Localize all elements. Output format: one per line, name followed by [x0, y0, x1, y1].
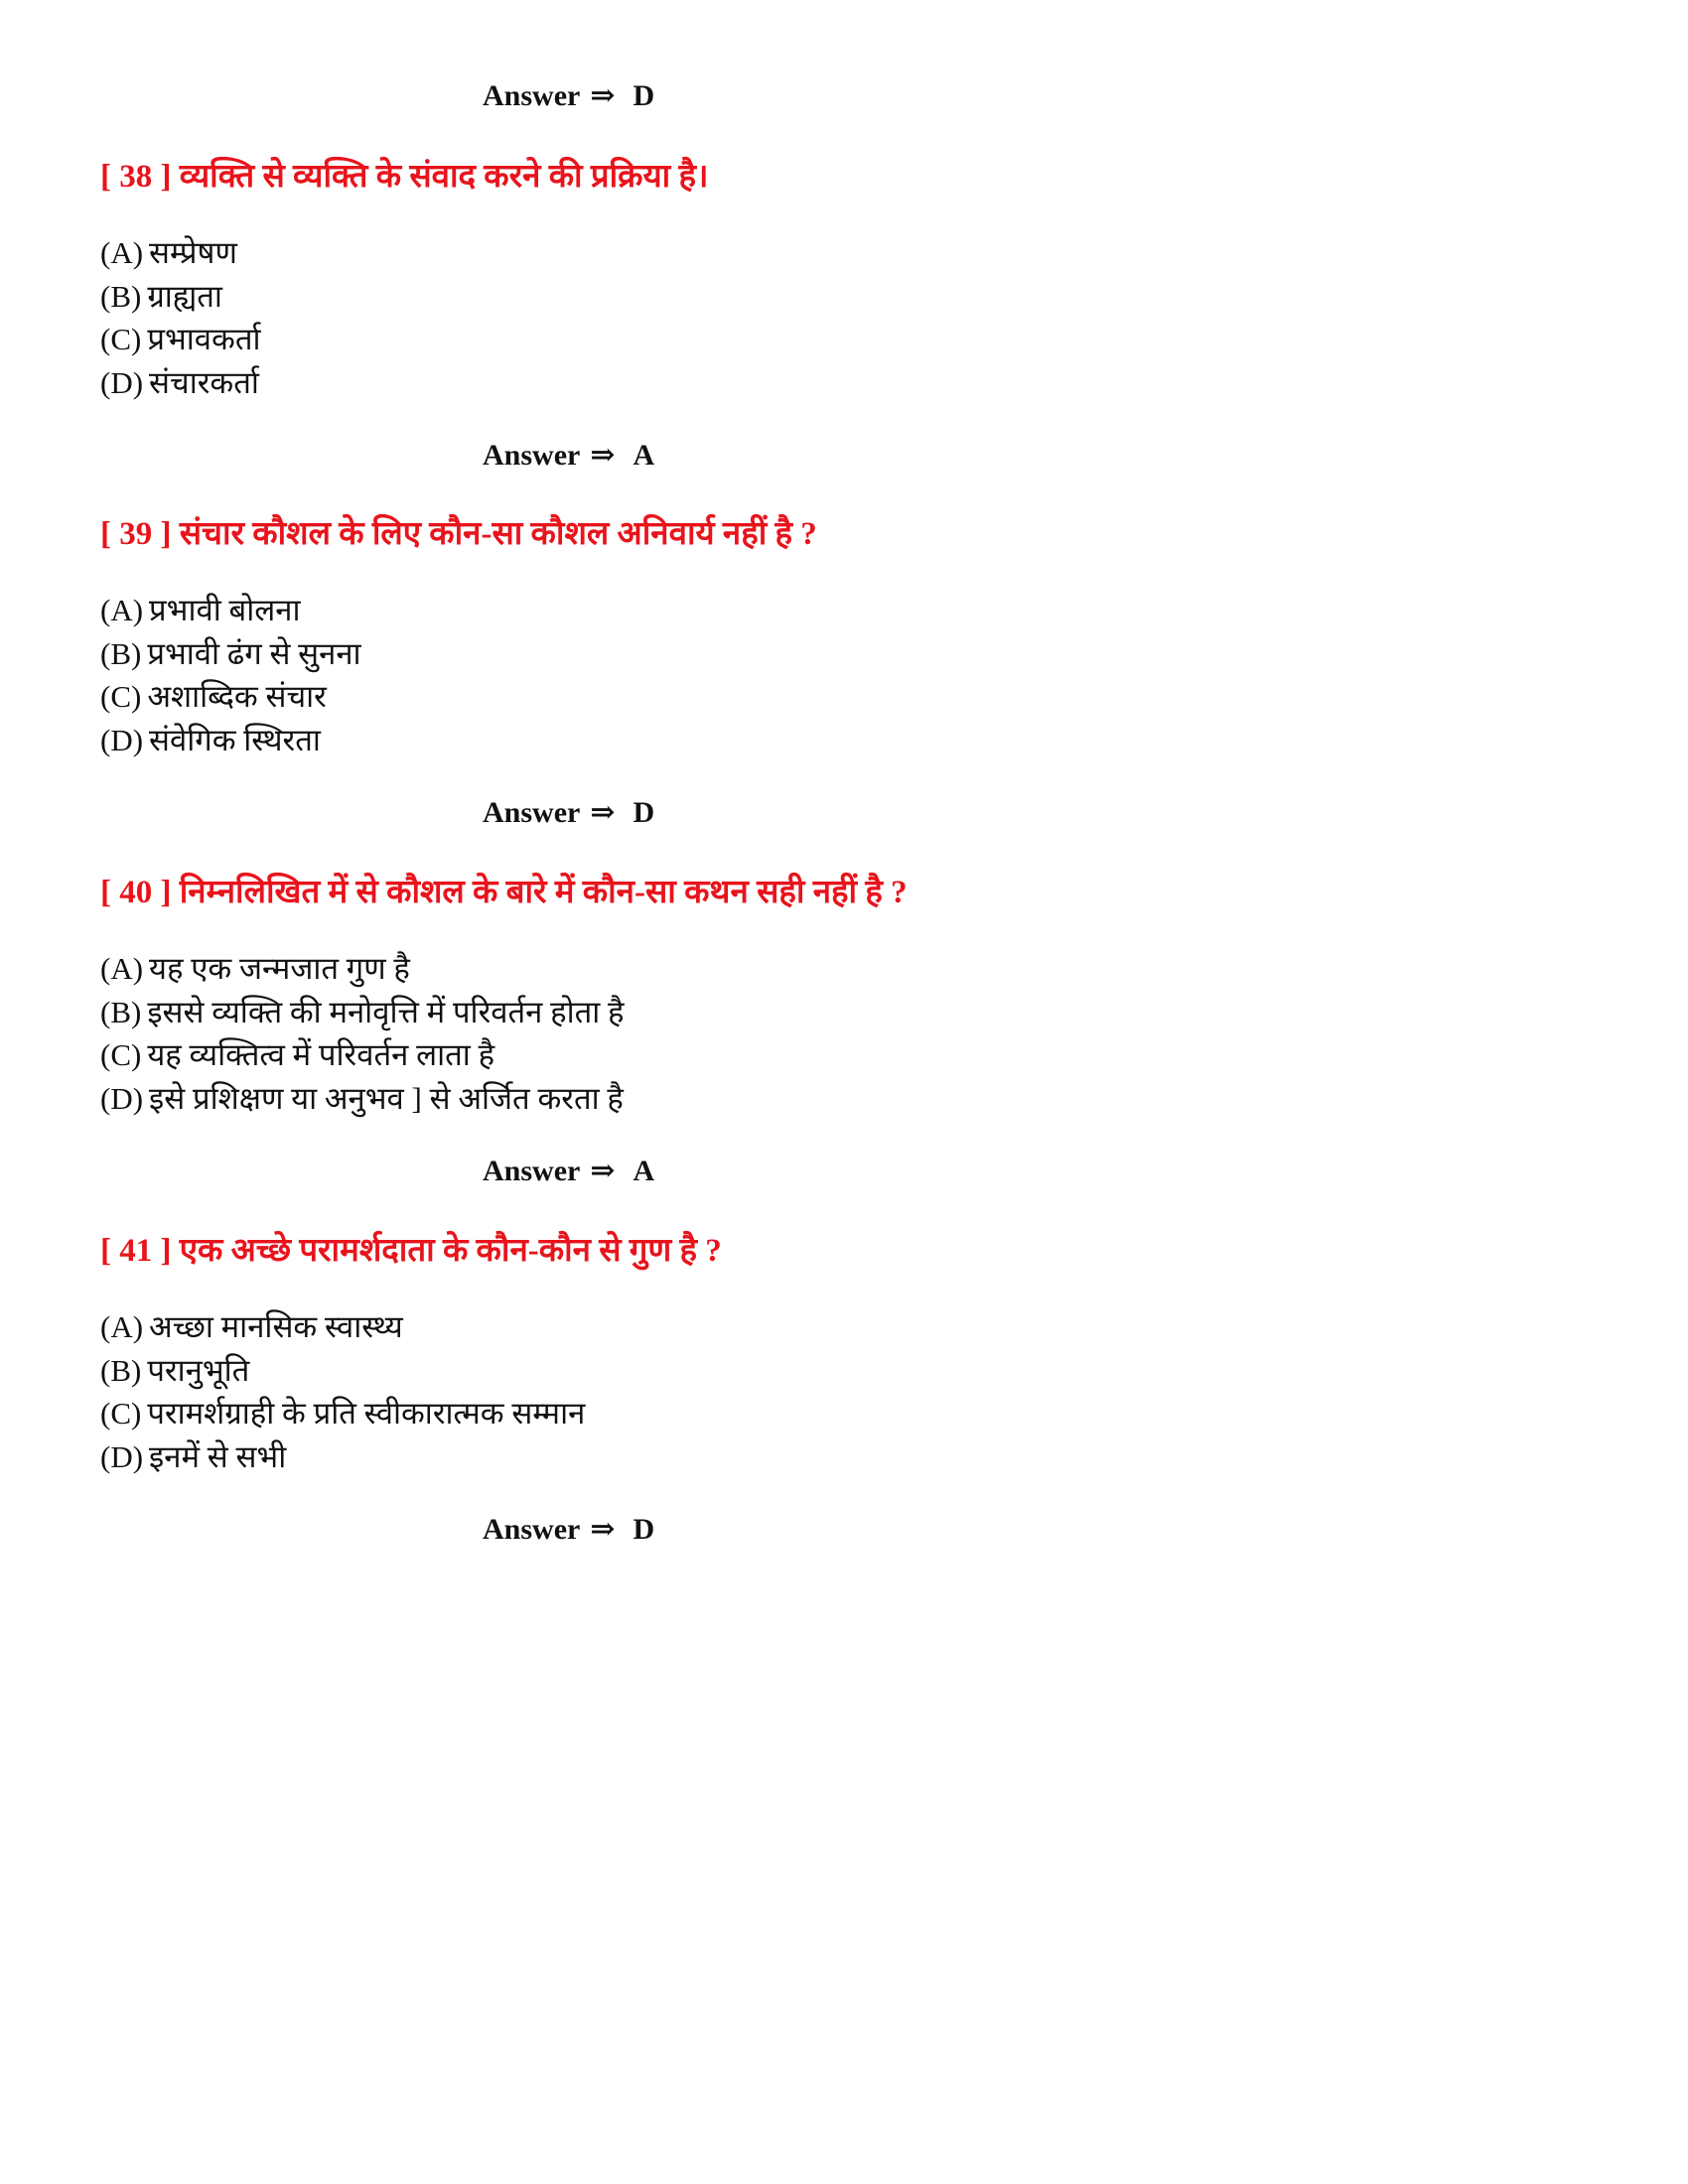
option-label: (D) — [100, 364, 144, 400]
question-text: व्यक्ति से व्यक्ति के संवाद करने की प्रक्रिया है। — [179, 159, 709, 195]
option-item — [100, 1392, 1590, 1435]
question-block — [100, 871, 1590, 1120]
options-list — [100, 947, 1590, 1120]
option-item — [100, 1349, 1590, 1393]
question-block — [100, 512, 1590, 761]
option-text: प्रभावी ढंग से सुनना — [147, 635, 361, 671]
option-label: (D) — [100, 1438, 144, 1474]
option-text: अच्छा मानसिक स्वास्थ्य — [149, 1309, 403, 1344]
option-label: (A) — [100, 951, 144, 986]
question-number: [ 39 ] — [100, 516, 172, 552]
option-item — [100, 675, 1590, 719]
option-label: (C) — [100, 679, 142, 714]
question-number: [ 38 ] — [100, 159, 172, 195]
answer-value: D — [633, 79, 655, 112]
option-text: ग्राह्यता — [147, 278, 222, 314]
question-number: [ 40 ] — [100, 875, 172, 910]
option-item — [100, 719, 1590, 762]
option-label: (D) — [100, 1080, 144, 1116]
option-label: (B) — [100, 278, 142, 314]
option-label: (D) — [100, 722, 144, 757]
options-list — [100, 1305, 1590, 1478]
implies-arrow-icon: ⇒ — [590, 796, 616, 829]
option-item — [100, 318, 1590, 361]
question-text: निम्नलिखित में से कौशल के बारे में कौन-सा कथन सही नहीं है ? — [179, 875, 908, 910]
question-text: संचार कौशल के लिए कौन-सा कौशल अनिवार्य नहीं है ? — [179, 516, 817, 552]
implies-arrow-icon: ⇒ — [590, 439, 616, 472]
question-title — [100, 512, 1590, 556]
answer-label: Answer — [483, 796, 581, 829]
option-item — [100, 1305, 1590, 1349]
option-item — [100, 947, 1590, 991]
option-text: प्रभावी बोलना — [149, 593, 301, 627]
question-block — [100, 1229, 1590, 1478]
option-label: (B) — [100, 994, 142, 1029]
answer-value: A — [633, 1155, 655, 1187]
option-label: (A) — [100, 1309, 144, 1344]
option-text: संवेगिक स्थिरता — [149, 722, 321, 757]
option-text: यह व्यक्तित्व में परिवर्तन लाता है — [147, 1037, 495, 1072]
option-label: (A) — [100, 593, 144, 627]
answer-value: D — [633, 1513, 655, 1546]
question-title — [100, 155, 1590, 199]
option-text: इनमें से सभी — [149, 1438, 287, 1474]
option-text: इसे प्रशिक्षण या अनुभव ] से अर्जित करता है — [149, 1080, 624, 1116]
options-list — [100, 231, 1590, 404]
answer-line — [483, 436, 654, 476]
answer-value: D — [633, 796, 655, 829]
question-title — [100, 871, 1590, 914]
option-item — [100, 991, 1590, 1034]
option-item — [100, 1435, 1590, 1479]
option-label: (C) — [100, 1396, 142, 1431]
answer-line — [483, 1510, 654, 1550]
answer-value: A — [633, 439, 655, 472]
answer-label: Answer — [483, 1513, 581, 1546]
option-label: (C) — [100, 322, 142, 356]
options-list — [100, 589, 1590, 761]
option-item — [100, 231, 1590, 275]
option-item — [100, 361, 1590, 405]
answer-line — [483, 1152, 654, 1191]
option-text: इससे व्यक्ति की मनोवृत्ति में परिवर्तन होता है — [147, 994, 625, 1029]
option-item — [100, 589, 1590, 632]
answer-line — [483, 76, 654, 116]
option-text: परामर्शग्राही के प्रति स्वीकारात्मक सम्मान — [147, 1396, 586, 1431]
option-item — [100, 1033, 1590, 1077]
option-text: सम्प्रेषण — [149, 235, 237, 270]
option-text: परानुभूति — [147, 1352, 250, 1388]
option-item — [100, 632, 1590, 676]
implies-arrow-icon: ⇒ — [590, 1155, 616, 1187]
option-text: प्रभावकर्ता — [147, 322, 261, 356]
question-number: [ 41 ] — [100, 1233, 172, 1269]
option-label: (B) — [100, 635, 142, 671]
option-label: (C) — [100, 1037, 142, 1072]
option-text: यह एक जन्मजात गुण है — [149, 951, 410, 986]
answer-line — [483, 793, 654, 833]
option-label: (A) — [100, 235, 144, 270]
answer-label: Answer — [483, 79, 581, 112]
option-text: संचारकर्ता — [149, 364, 259, 400]
question-title — [100, 1229, 1590, 1273]
question-text: एक अच्छे परामर्शदाता के कौन-कौन से गुण है ? — [179, 1233, 722, 1269]
question-block — [100, 155, 1590, 404]
option-item — [100, 1077, 1590, 1121]
option-label: (B) — [100, 1352, 142, 1388]
option-text: अशाब्दिक संचार — [147, 679, 327, 714]
implies-arrow-icon: ⇒ — [590, 79, 616, 112]
answer-label: Answer — [483, 439, 581, 472]
answer-label: Answer — [483, 1155, 581, 1187]
implies-arrow-icon: ⇒ — [590, 1513, 616, 1546]
option-item — [100, 275, 1590, 319]
